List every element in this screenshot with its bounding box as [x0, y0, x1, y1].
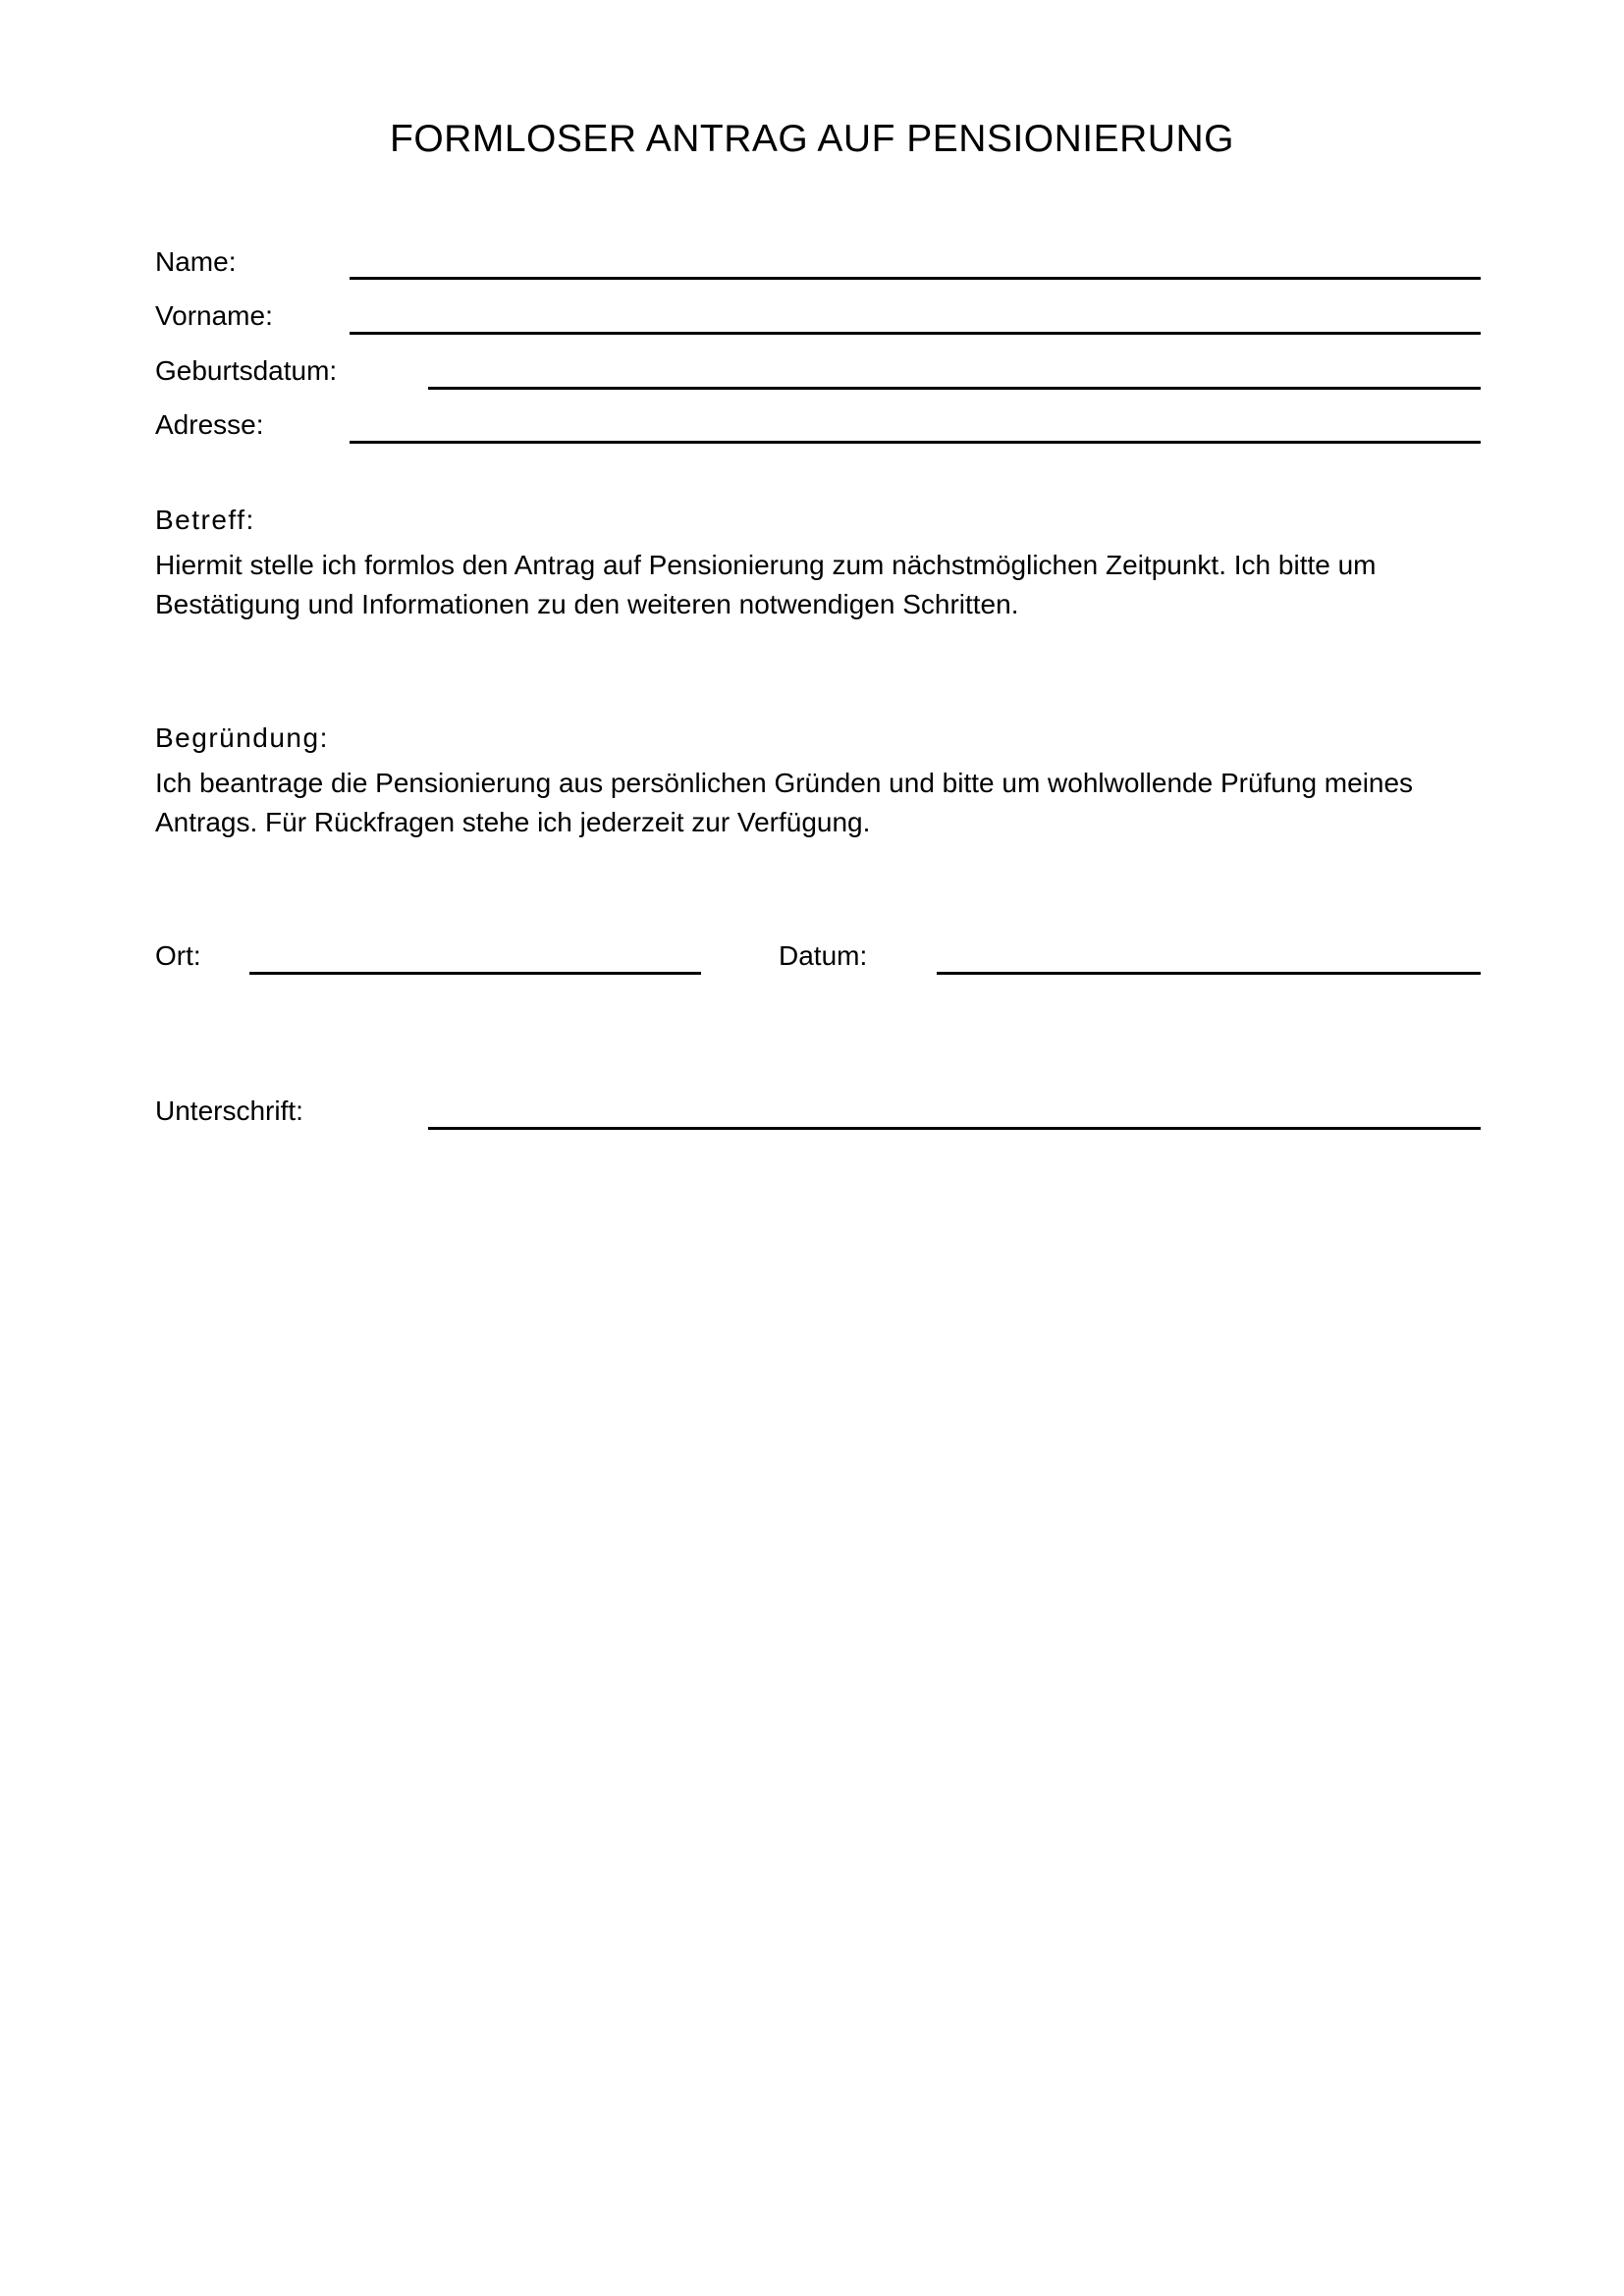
vorname-label: Vorname:	[155, 300, 273, 331]
betreff-text: Hiermit stelle ich formlos den Antrag auf Pensionierung zum nächstmöglichen Zeitpunkt. Ich bitte um Bestätigung und Informationen zu den weiteren notwendigen Schritten.	[155, 550, 1377, 619]
begruendung-text: Ich beantrage die Pensionierung aus persönlichen Gründen und bitte um wohlwollende Prüfung meines Antrags. Für Rückfragen stehe ich jederzeit zur Verfügung.	[155, 768, 1414, 837]
unterschrift-field[interactable]	[428, 1127, 1481, 1130]
datum-label: Datum:	[779, 940, 868, 971]
datum-field[interactable]	[937, 972, 1481, 975]
page-title: FORMLOSER ANTRAG AUF PENSIONIERUNG	[390, 118, 1234, 160]
betreff-label: Betreff:	[155, 505, 255, 535]
begruendung-label: Begründung:	[155, 722, 329, 753]
geburtsdatum-label: Geburtsdatum:	[155, 355, 338, 386]
adresse-label: Adresse:	[155, 409, 264, 440]
adresse-field[interactable]	[350, 441, 1481, 444]
unterschrift-label: Unterschrift:	[155, 1095, 303, 1126]
vorname-field[interactable]	[350, 332, 1481, 335]
ort-field[interactable]	[249, 972, 701, 975]
name-field[interactable]	[350, 277, 1481, 280]
name-label: Name:	[155, 246, 237, 277]
geburtsdatum-field[interactable]	[428, 387, 1481, 390]
ort-label: Ort:	[155, 940, 201, 971]
